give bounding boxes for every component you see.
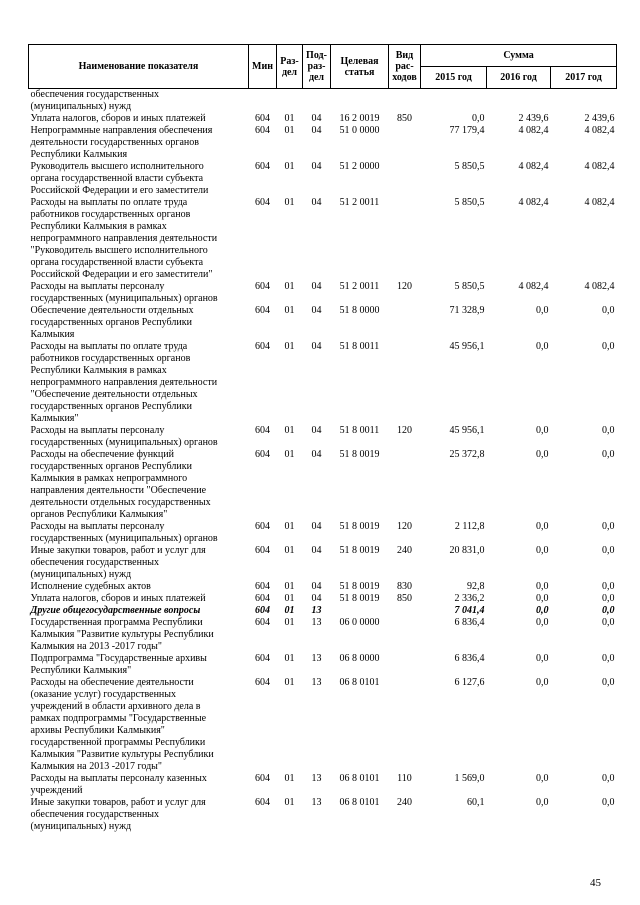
row-min: 604 <box>255 341 270 352</box>
row-name: Уплата налогов, сборов и иных платежей <box>30 113 206 124</box>
row-podrazdel: 04 <box>311 341 322 352</box>
row-sum-2015: 71 328,9 <box>449 305 485 316</box>
row-podrazdel: 13 <box>311 797 322 808</box>
row-razdel: 01 <box>284 125 295 136</box>
row-razdel: 01 <box>284 161 295 172</box>
row-vid <box>389 653 421 677</box>
row-sum-2016: 0,0 <box>536 797 549 808</box>
table-row <box>29 653 617 677</box>
row-min: 604 <box>255 797 270 808</box>
row-razdel: 01 <box>284 653 295 664</box>
row-podrazdel: 04 <box>311 113 322 124</box>
row-sum-2017: 0,0 <box>602 605 615 616</box>
row-sum-2015: 45 956,1 <box>449 425 485 436</box>
row-vid: 240 <box>397 545 412 556</box>
row-name: Государственная программа Республики Калмыкия "Развитие культуры Республики Калмыкия на 2013 -2017 годы" <box>30 617 214 652</box>
row-podrazdel: 04 <box>311 425 322 436</box>
row-vid: 120 <box>397 425 412 436</box>
row-sum-2016: 2 439,6 <box>518 113 549 124</box>
row-min: 604 <box>255 521 270 532</box>
row-sum-2016: 4 082,4 <box>518 281 549 292</box>
row-razdel: 01 <box>284 197 295 208</box>
row-vid <box>389 89 421 114</box>
row-sum-2015: 45 956,1 <box>449 341 485 352</box>
row-min: 604 <box>255 113 270 124</box>
header-podrazdel: Под- раз- дел <box>303 45 331 89</box>
row-celevaya: 51 8 0019 <box>339 545 380 556</box>
row-min: 604 <box>255 605 270 616</box>
row-sum-2017: 0,0 <box>602 545 615 556</box>
row-vid <box>389 617 421 653</box>
row-min: 604 <box>255 773 270 784</box>
table-header <box>29 45 617 89</box>
table-row <box>29 425 617 449</box>
row-vid <box>389 161 421 197</box>
row-min: 604 <box>255 281 270 292</box>
table-row <box>29 797 617 833</box>
row-podrazdel: 04 <box>311 125 322 136</box>
row-name: Расходы на выплаты персоналу казенных учреждений <box>30 773 207 796</box>
row-razdel: 01 <box>284 677 295 688</box>
table-row <box>29 281 617 305</box>
table-row <box>29 197 617 281</box>
header-razdel: Раз- дел <box>277 45 303 89</box>
row-vid: 110 <box>397 773 412 784</box>
row-podrazdel: 04 <box>311 545 322 556</box>
row-name: Расходы на выплаты персоналу государственных (муниципальных) органов <box>30 425 218 448</box>
row-sum-2016: 0,0 <box>536 605 549 616</box>
row-name: Обеспечение деятельности отдельных государственных органов Республики Калмыкия <box>30 305 194 340</box>
row-razdel: 01 <box>284 545 295 556</box>
row-sum-2017: 0,0 <box>602 449 615 460</box>
row-celevaya: 51 8 0019 <box>339 521 380 532</box>
row-celevaya: 51 2 0011 <box>339 281 380 292</box>
row-min <box>249 89 277 114</box>
row-name: Исполнение судебных актов <box>30 581 151 592</box>
row-razdel <box>277 89 303 114</box>
row-vid: 830 <box>397 581 412 592</box>
row-sum-2017: 4 082,4 <box>584 281 615 292</box>
header-2015: 2015 год <box>421 67 487 89</box>
row-podrazdel: 04 <box>311 593 322 604</box>
row-sum-2016: 0,0 <box>536 617 549 628</box>
table-row <box>29 449 617 521</box>
row-razdel: 01 <box>284 797 295 808</box>
row-name: Расходы на обеспечение функций государственных органов Республики Калмыкия в рамках непрограммного направления деятельности "Обеспечение деятельности отдельных государственных органов Республики Калмыкия" <box>30 449 211 520</box>
row-sum-2016: 0,0 <box>536 773 549 784</box>
row-sum-2015: 6 836,4 <box>454 653 485 664</box>
table-row <box>29 545 617 581</box>
row-razdel: 01 <box>284 773 295 784</box>
row-celevaya: 51 2 0011 <box>339 197 380 208</box>
row-name: Непрограммные направления обеспечения деятельности государственных органов Республики Калмыкия <box>30 125 213 160</box>
row-razdel: 01 <box>284 341 295 352</box>
row-sum-2017: 0,0 <box>602 797 615 808</box>
row-vid: 850 <box>397 593 412 604</box>
row-sum-2015: 5 850,5 <box>454 161 485 172</box>
header-name: Наименование показателя <box>29 45 249 89</box>
row-razdel: 01 <box>284 617 295 628</box>
row-podrazdel: 04 <box>311 581 322 592</box>
row-vid <box>389 677 421 773</box>
row-razdel: 01 <box>284 449 295 460</box>
row-podrazdel: 04 <box>311 449 322 460</box>
row-celevaya: 51 8 0019 <box>339 593 380 604</box>
row-celevaya: 51 8 0011 <box>339 341 380 352</box>
row-name: Подпрограмма "Государственные архивы Республики Калмыкия" <box>30 653 207 676</box>
row-celevaya: 51 8 0019 <box>339 581 380 592</box>
row-name: Расходы на выплаты по оплате труда работников государственных органов Республики Калмыкия в рамках непрограммного направления деятельности "Руководитель высшего исполнительного органа государственной власти субъекта Российской Федерации и его заместители" <box>30 197 218 280</box>
row-min: 604 <box>255 581 270 592</box>
budget-table <box>28 44 617 833</box>
row-celevaya <box>331 605 389 617</box>
row-sum-2015: 7 041,4 <box>454 605 485 616</box>
row-name: Иные закупки товаров, работ и услуг для обеспечения государственных (муниципальных) нужд <box>30 545 206 580</box>
row-min: 604 <box>255 617 270 628</box>
row-min: 604 <box>255 545 270 556</box>
row-razdel: 01 <box>284 281 295 292</box>
row-podrazdel: 04 <box>311 521 322 532</box>
row-min: 604 <box>255 449 270 460</box>
header-celevaya: Целевая статья <box>331 45 389 89</box>
row-celevaya: 51 2 0000 <box>339 161 380 172</box>
row-podrazdel: 13 <box>311 773 322 784</box>
row-sum-2016: 0,0 <box>536 425 549 436</box>
row-sum-2016: 0,0 <box>536 341 549 352</box>
row-vid <box>389 305 421 341</box>
row-razdel: 01 <box>284 605 295 616</box>
row-razdel: 01 <box>284 113 295 124</box>
row-sum-2015: 5 850,5 <box>454 281 485 292</box>
row-sum-2017: 0,0 <box>602 341 615 352</box>
row-sum-2017: 0,0 <box>602 425 615 436</box>
row-celevaya <box>331 89 389 114</box>
row-sum-2016: 4 082,4 <box>518 197 549 208</box>
row-name: Расходы на выплаты персоналу государственных (муниципальных) органов <box>30 281 218 304</box>
row-min: 604 <box>255 425 270 436</box>
row-vid <box>389 197 421 281</box>
row-razdel: 01 <box>284 521 295 532</box>
table-row <box>29 341 617 425</box>
row-vid <box>389 449 421 521</box>
row-podrazdel: 13 <box>311 617 322 628</box>
row-sum-2016: 4 082,4 <box>518 125 549 136</box>
row-vid <box>389 605 421 617</box>
row-name: Расходы на выплаты по оплате труда работников государственных органов Республики Калмыкия в рамках непрограммного направления деятельности "Обеспечение деятельности отдельных государственных органов Республики Калмыкия" <box>30 341 218 424</box>
row-sum-2016 <box>487 89 551 114</box>
row-sum-2015: 0,0 <box>472 113 485 124</box>
row-podrazdel: 13 <box>311 677 322 688</box>
row-celevaya: 06 8 0101 <box>339 677 380 688</box>
row-sum-2017: 0,0 <box>602 305 615 316</box>
row-celevaya: 51 8 0019 <box>339 449 380 460</box>
row-sum-2017: 4 082,4 <box>584 125 615 136</box>
row-sum-2016: 0,0 <box>536 449 549 460</box>
row-vid <box>389 125 421 161</box>
row-name: Иные закупки товаров, работ и услуг для обеспечения государственных (муниципальных) нужд <box>30 797 206 832</box>
row-sum-2017: 4 082,4 <box>584 197 615 208</box>
row-sum-2016: 0,0 <box>536 545 549 556</box>
header-2017: 2017 год <box>551 67 617 89</box>
row-min: 604 <box>255 677 270 688</box>
table-row <box>29 677 617 773</box>
row-min: 604 <box>255 125 270 136</box>
row-name: Расходы на выплаты персоналу государственных (муниципальных) органов <box>30 521 218 544</box>
row-sum-2017: 0,0 <box>602 581 615 592</box>
row-vid <box>389 341 421 425</box>
row-sum-2015: 20 831,0 <box>449 545 485 556</box>
row-celevaya: 06 0 0000 <box>339 617 380 628</box>
row-sum-2015: 92,8 <box>467 581 485 592</box>
row-sum-2017 <box>551 89 617 114</box>
row-sum-2015: 5 850,5 <box>454 197 485 208</box>
row-sum-2016: 0,0 <box>536 581 549 592</box>
row-min: 604 <box>255 593 270 604</box>
table-row <box>29 581 617 593</box>
row-celevaya: 51 0 0000 <box>339 125 380 136</box>
row-celevaya: 51 8 0011 <box>339 425 380 436</box>
row-sum-2017: 0,0 <box>602 617 615 628</box>
row-vid: 120 <box>397 521 412 532</box>
row-sum-2017: 0,0 <box>602 593 615 604</box>
table-row <box>29 125 617 161</box>
row-vid: 120 <box>397 281 412 292</box>
row-name: обеспечения государственных (муниципальных) нужд <box>30 89 160 112</box>
row-podrazdel: 04 <box>311 305 322 316</box>
row-podrazdel: 13 <box>311 605 322 616</box>
row-sum-2017: 4 082,4 <box>584 161 615 172</box>
row-podrazdel: 13 <box>311 653 322 664</box>
row-vid: 850 <box>397 113 412 124</box>
row-sum-2016: 0,0 <box>536 521 549 532</box>
row-celevaya: 06 8 0101 <box>339 797 380 808</box>
row-name: Уплата налогов, сборов и иных платежей <box>30 593 206 604</box>
row-sum-2015: 2 336,2 <box>454 593 485 604</box>
row-name: Руководитель высшего исполнительного органа государственной власти субъекта Российской Федерации и его заместители <box>30 161 209 196</box>
row-sum-2016: 0,0 <box>536 653 549 664</box>
table-row <box>29 605 617 617</box>
row-podrazdel: 04 <box>311 161 322 172</box>
row-sum-2017: 0,0 <box>602 773 615 784</box>
row-razdel: 01 <box>284 581 295 592</box>
table-row <box>29 521 617 545</box>
row-razdel: 01 <box>284 425 295 436</box>
row-min: 604 <box>255 161 270 172</box>
row-sum-2017: 0,0 <box>602 677 615 688</box>
row-min: 604 <box>255 197 270 208</box>
row-podrazdel: 04 <box>311 281 322 292</box>
row-celevaya: 16 2 0019 <box>339 113 380 124</box>
row-sum-2016: 0,0 <box>536 677 549 688</box>
row-sum-2016: 0,0 <box>536 593 549 604</box>
page-number: 45 <box>590 877 601 889</box>
row-podrazdel <box>303 89 331 114</box>
row-sum-2017: 0,0 <box>602 653 615 664</box>
header-2016: 2016 год <box>487 67 551 89</box>
table-row <box>29 161 617 197</box>
row-sum-2015 <box>421 89 487 114</box>
row-vid: 240 <box>397 797 412 808</box>
row-sum-2017: 2 439,6 <box>584 113 615 124</box>
table-row <box>29 593 617 605</box>
row-razdel: 01 <box>284 593 295 604</box>
row-sum-2015: 60,1 <box>467 797 485 808</box>
row-name: Расходы на обеспечение деятельности (оказание услуг) государственных учреждений в области архивного дела в рамках подпрограммы "Государственные архивы Республики Калмыкия" государственной программы Республики Калмыкия "Развитие культуры Республики Калмыкия на 2013 -2017 годы" <box>30 677 214 772</box>
row-sum-2015: 77 179,4 <box>449 125 485 136</box>
table-row <box>29 305 617 341</box>
row-sum-2016: 4 082,4 <box>518 161 549 172</box>
row-min: 604 <box>255 305 270 316</box>
row-sum-2015: 25 372,8 <box>449 449 485 460</box>
row-celevaya: 06 8 0101 <box>339 773 380 784</box>
row-sum-2017: 0,0 <box>602 521 615 532</box>
row-sum-2015: 6 836,4 <box>454 617 485 628</box>
row-name: Другие общегосударственные вопросы <box>30 605 201 616</box>
row-celevaya: 51 8 0000 <box>339 305 380 316</box>
row-razdel: 01 <box>284 305 295 316</box>
row-sum-2015: 1 569,0 <box>454 773 485 784</box>
header-summa: Сумма <box>421 45 617 67</box>
row-sum-2015: 6 127,6 <box>454 677 485 688</box>
header-min: Мин <box>249 45 277 89</box>
row-sum-2016: 0,0 <box>536 305 549 316</box>
row-podrazdel: 04 <box>311 197 322 208</box>
row-sum-2015: 2 112,8 <box>454 521 485 532</box>
table-row <box>29 89 617 114</box>
table-body <box>29 89 617 834</box>
table-row <box>29 113 617 125</box>
table-row <box>29 773 617 797</box>
table-row <box>29 617 617 653</box>
row-celevaya: 06 8 0000 <box>339 653 380 664</box>
row-min: 604 <box>255 653 270 664</box>
header-vid: Вид рас- ходов <box>389 45 421 89</box>
